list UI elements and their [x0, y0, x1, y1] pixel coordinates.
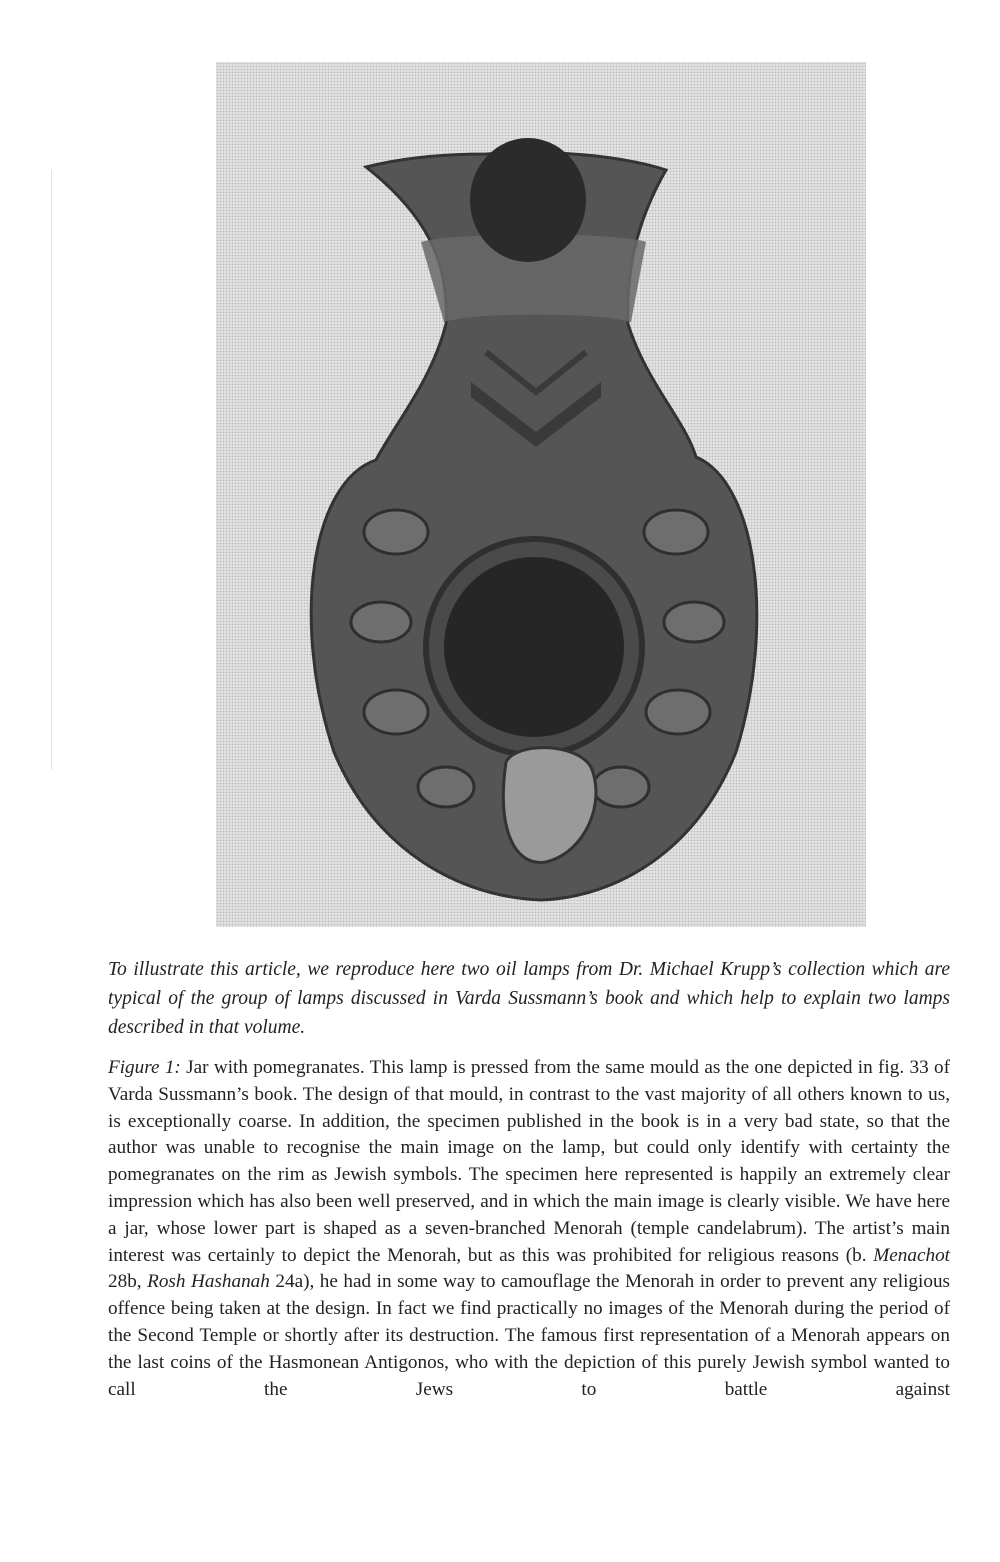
body-text-part-1: Jar with pomegranates. This lamp is pressed from the same mould as the one depicted in fig. 33 of Varda Sussmann’s book. The design of that mould, in contrast to the vast majority of all others known to us, is exceptionally coarse. In addition, the specimen published in the book is in a very bad state, so that the author was unable to recognise the main image on the lamp, but could only identify with certainty the pomegranates on the rim as Jewish symbols. The specimen here represented is happily an extremely clear impression which has also been well preserved, and in which the main image is clearly visible. We have here a jar, whose lower part is shaped as a seven-branched Menorah (temple candelabrum). The artist’s main interest was certainly to depict the Menorah, but as this was prohibited for religious reasons (b. [108, 1057, 950, 1266]
filling-hole [444, 557, 624, 737]
citation-menachot: Menachot [873, 1244, 950, 1266]
citation-rosh-hashanah: Rosh Hashanah [147, 1271, 270, 1293]
margin-line [51, 170, 52, 770]
body-text-part-2: 28b, [108, 1271, 148, 1293]
article-body [108, 1055, 950, 1403]
oil-lamp-illustration [216, 62, 866, 927]
oil-lamp-photo [216, 62, 866, 927]
figure-label: Figure 1: [108, 1057, 181, 1078]
figure-caption: To illustrate this article, we reproduce here two oil lamps from Dr. Michael Krupp’s collection which are typical of the group of lamps discussed in Varda Sussmann’s book and which help to explain two lamps described in that volume. [108, 959, 950, 1038]
body-text-part-3: 24a), he had in some way to camouflage the Menorah in order to prevent any religious offence being taken at the design. In fact we find practically no images of the Menorah during the period of the Second Temple or shortly after its destruction. The famous first representation of a Menorah appears on the last coins of the Hasmonean Antigonos, who with the depiction of this purely Jewish symbol wanted to call the Jews to battle against [108, 1271, 951, 1400]
lamp-nozzle [470, 138, 586, 262]
